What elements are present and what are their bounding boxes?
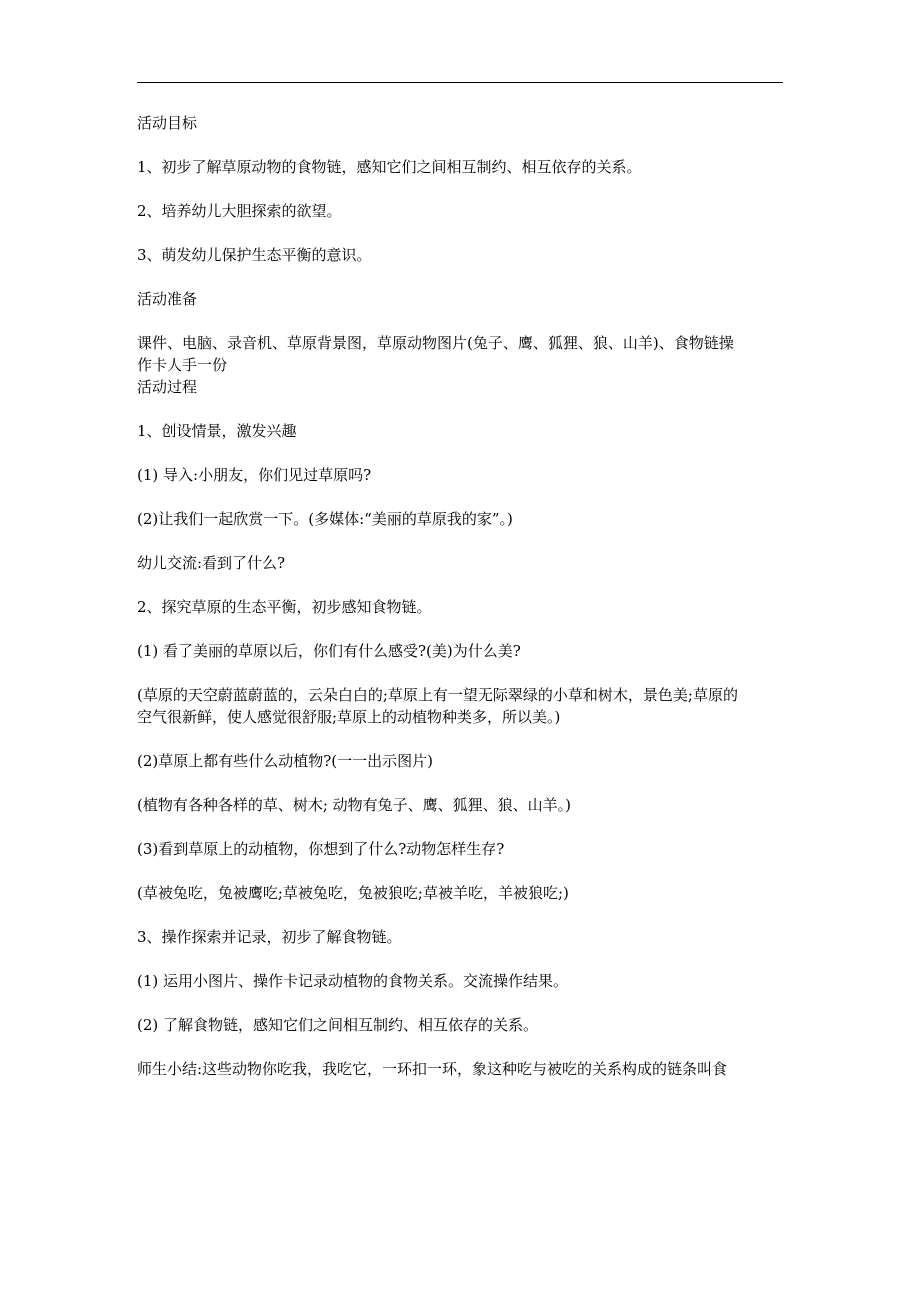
paragraph: 3、操作探索并记录，初步了解食物链。 <box>137 928 402 946</box>
paragraph: 幼儿交流:看到了什么? <box>137 554 286 572</box>
paragraph: 2、培养幼儿大胆探索的欲望。 <box>137 202 342 220</box>
paragraph-continued: 作卡人手一份 <box>137 356 228 374</box>
paragraph: 2、探究草原的生态平衡，初步感知食物链。 <box>137 598 432 616</box>
paragraph: (2) 了解食物链，感知它们之间相互制约、相互依存的关系。 <box>137 1016 539 1034</box>
section-heading-process: 活动过程 <box>137 378 198 396</box>
paragraph: 3、萌发幼儿保护生态平衡的意识。 <box>137 246 372 264</box>
paragraph: (草被兔吃，兔被鹰吃;草被兔吃，兔被狼吃;草被羊吃，羊被狼吃;) <box>137 884 569 902</box>
section-heading-preparation: 活动准备 <box>137 290 198 308</box>
paragraph: (3)看到草原上的动植物，你想到了什么?动物怎样生存? <box>137 840 505 858</box>
paragraph: 课件、电脑、录音机、草原背景图，草原动物图片(兔子、鹰、狐狸、狼、山羊)、食物链操 <box>137 334 734 352</box>
section-heading-goals: 活动目标 <box>137 114 198 132</box>
header-rule <box>137 82 783 83</box>
paragraph: (1) 导入:小朋友，你们见过草原吗? <box>137 466 372 484</box>
document-body <box>137 112 787 1080</box>
paragraph: (1) 运用小图片、操作卡记录动植物的食物关系。交流操作结果。 <box>137 972 569 990</box>
paragraph: 师生小结:这些动物你吃我，我吃它，一环扣一环，象这种吃与被吃的关系构成的链条叫食 <box>137 1060 728 1078</box>
paragraph: 1、初步了解草原动物的食物链，感知它们之间相互制约、相互依存的关系。 <box>137 158 642 176</box>
paragraph: 1、创设情景，激发兴趣 <box>137 422 297 440</box>
paragraph: (草原的天空蔚蓝蔚蓝的，云朵白白的;草原上有一望无际翠绿的小草和树木，景色美;草原的 <box>137 686 738 704</box>
paragraph-continued: 空气很新鲜，使人感觉很舒服;草原上的动植物种类多，所以美。) <box>137 708 561 726</box>
paragraph: (1) 看了美丽的草原以后，你们有什么感受?(美)为什么美? <box>137 642 521 660</box>
paragraph: (2)让我们一起欣赏一下。(多媒体:“美丽的草原我的家”。) <box>137 510 513 528</box>
paragraph: (植物有各种各样的草、树木; 动物有兔子、鹰、狐狸、狼、山羊。) <box>137 796 572 814</box>
paragraph: (2)草原上都有些什么动植物?(一一出示图片) <box>137 752 433 770</box>
